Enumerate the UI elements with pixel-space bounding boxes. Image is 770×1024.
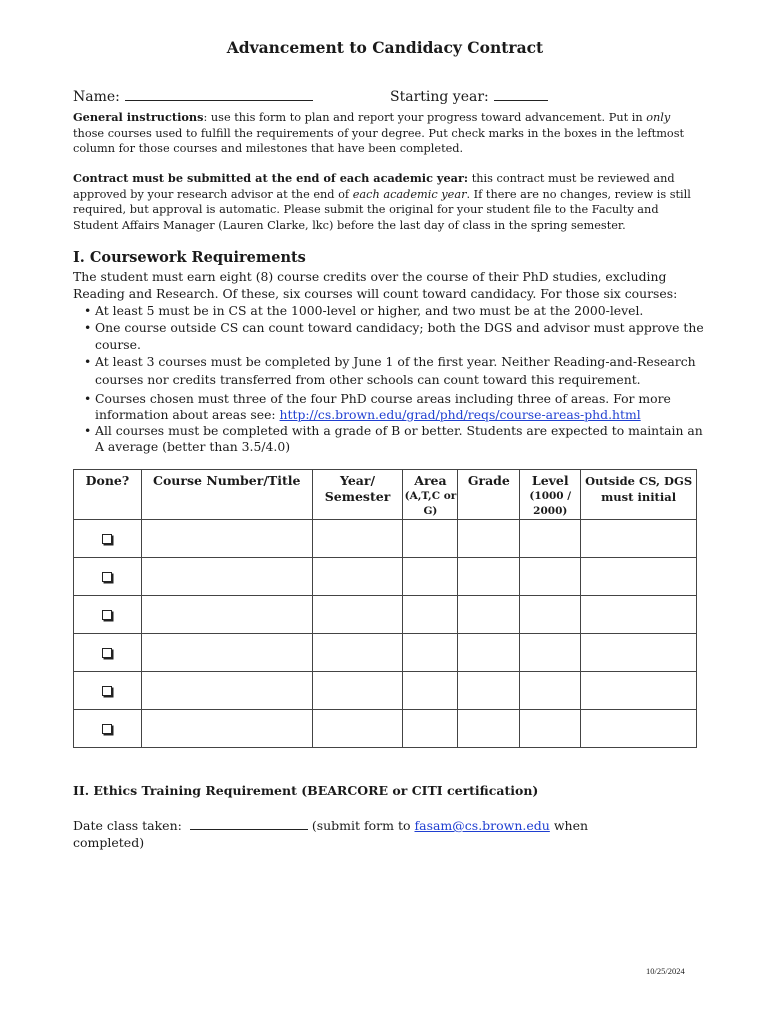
header-area-label: Area: [414, 473, 447, 488]
level-cell[interactable]: [520, 558, 581, 596]
ethics-date-row: [73, 817, 593, 851]
contract-text-part2: . If there are no changes, review is still required, but approval is automatic. Please submit the original for your student file to the Faculty and Student Affairs Manager (Lauren Clarke, lkc) before the last day of class in the spring semester.: [73, 187, 691, 232]
header-level: [520, 470, 581, 520]
level-cell[interactable]: [520, 520, 581, 558]
bullet-item: • All courses must be completed with a grade of B or better. Students are expected to maintain an A average (better than 3.5/4.0): [84, 423, 703, 454]
table-header-row: [74, 470, 697, 520]
coursework-heading: I. Coursework Requirements: [73, 249, 306, 266]
name-label: Name:: [73, 89, 120, 105]
outside-cell[interactable]: [581, 558, 697, 596]
area-cell[interactable]: [403, 558, 458, 596]
done-cell: [74, 520, 142, 558]
bullet-item: • Courses chosen must three of the four PhD course areas including three of areas. For more information about areas see: http://cs.brown.edu/grad/phd/reqs/course-areas-phd.html: [84, 391, 671, 422]
area-cell[interactable]: [403, 710, 458, 748]
grade-cell[interactable]: [458, 520, 520, 558]
page-title: Advancement to Candidacy Contract: [226, 38, 544, 57]
bullet-text: All courses must be completed with a grade of B or better. Students are expected to maintain an A average (better than 3.5/4.0): [95, 423, 703, 454]
grade-cell[interactable]: [458, 558, 520, 596]
general-instructions: [73, 110, 703, 157]
header-outside: Outside CS, DGS must initial: [581, 470, 697, 520]
course-cell[interactable]: [141, 634, 312, 672]
coursework-body: [73, 268, 713, 454]
done-cell: [74, 634, 142, 672]
done-cell: [74, 558, 142, 596]
done-cell: [74, 710, 142, 748]
contract-instructions: [73, 171, 703, 233]
starting-year-row: [390, 86, 548, 105]
level-cell[interactable]: [520, 596, 581, 634]
bullet-item: • At least 5 must be in CS at the 1000-level or higher, and two must be at the 2000-level.: [84, 303, 644, 318]
name-input-line[interactable]: [125, 88, 313, 101]
contract-instructions-label: Contract must be submitted at the end of each academic year:: [73, 171, 469, 185]
grade-cell[interactable]: [458, 672, 520, 710]
email-link[interactable]: fasam@cs.brown.edu: [414, 818, 550, 833]
bullet-text: At least 5 must be in CS at the 1000-level or higher, and two must be at the 2000-level.: [95, 303, 644, 318]
header-grade: Grade: [458, 470, 520, 520]
starting-year-input-line[interactable]: [494, 88, 548, 101]
course-areas-link[interactable]: http://cs.brown.edu/grad/phd/reqs/course-areas-phd.html: [279, 406, 641, 422]
done-cell: [74, 596, 142, 634]
outside-cell[interactable]: [581, 520, 697, 558]
header-level-label: Level: [531, 473, 569, 488]
bullet-item: • At least 3 courses must be completed by June 1 of the first year. Neither Reading-and-Research courses nor credits transferred from other schools can count toward this requirement.: [84, 354, 696, 387]
area-cell[interactable]: [403, 520, 458, 558]
table-row: [74, 596, 697, 634]
course-cell[interactable]: [141, 558, 312, 596]
name-field-row: [73, 86, 313, 105]
bullet-text: Courses chosen must three of the four PhD course areas including three of areas. For more information about areas see:: [95, 391, 671, 422]
course-table: [73, 469, 697, 748]
table-row: [74, 634, 697, 672]
contract-text-italic: each academic year: [352, 187, 467, 201]
year-cell[interactable]: [312, 672, 403, 710]
checkbox-icon[interactable]: [102, 610, 112, 620]
header-area: [403, 470, 458, 520]
grade-cell[interactable]: [458, 596, 520, 634]
bullet-text: One course outside CS can count toward candidacy; both the DGS and advisor must approve the course.: [95, 320, 704, 352]
checkbox-icon[interactable]: [102, 724, 112, 734]
contract-text-part1: this contract must be reviewed and approved by your research advisor at the end of: [73, 172, 675, 201]
area-cell[interactable]: [403, 596, 458, 634]
year-cell[interactable]: [312, 634, 403, 672]
date-taken-input-line[interactable]: [190, 818, 308, 830]
table-row: [74, 710, 697, 748]
coursework-bullet-list: [73, 302, 713, 454]
submit-text: (submit form to: [311, 818, 415, 833]
year-cell[interactable]: [312, 596, 403, 634]
year-cell[interactable]: [312, 710, 403, 748]
table-row: [74, 672, 697, 710]
level-cell[interactable]: [520, 634, 581, 672]
checkbox-icon[interactable]: [102, 572, 112, 582]
after-text: when completed): [73, 818, 589, 850]
course-cell[interactable]: [141, 596, 312, 634]
table-row: [74, 520, 697, 558]
course-cell[interactable]: [141, 672, 312, 710]
header-year: Year/ Semester: [312, 470, 403, 520]
outside-cell[interactable]: [581, 710, 697, 748]
year-cell[interactable]: [312, 520, 403, 558]
table-row: [74, 558, 697, 596]
general-instructions-label: General instructions: [73, 110, 204, 124]
ethics-heading: II. Ethics Training Requirement (BEARCORE or CITI certification): [73, 783, 539, 798]
date-taken-label: Date class taken:: [73, 818, 182, 833]
grade-cell[interactable]: [458, 710, 520, 748]
general-text-italic: only: [646, 111, 671, 124]
course-cell[interactable]: [141, 710, 312, 748]
checkbox-icon[interactable]: [102, 686, 112, 696]
grade-cell[interactable]: [458, 634, 520, 672]
starting-year-label: Starting year:: [390, 89, 489, 105]
footer-date: 10/25/2024: [646, 966, 685, 976]
year-cell[interactable]: [312, 558, 403, 596]
done-cell: [74, 672, 142, 710]
course-cell[interactable]: [141, 520, 312, 558]
header-course: Course Number/Title: [141, 470, 312, 520]
outside-cell[interactable]: [581, 634, 697, 672]
area-cell[interactable]: [403, 634, 458, 672]
coursework-intro: The student must earn eight (8) course credits over the course of their PhD studies, excluding Reading and Research. Of these, six courses will count toward candidacy. For those six courses:: [73, 269, 678, 301]
bullet-text: At least 3 courses must be completed by June 1 of the first year. Neither Reading-and-Research courses nor credits transferred from other schools can count toward this requirement.: [95, 354, 696, 387]
checkbox-icon[interactable]: [102, 648, 112, 658]
course-rows: [74, 520, 697, 748]
header-area-sub: (A,T,C or G): [404, 490, 457, 517]
checkbox-icon[interactable]: [102, 534, 112, 544]
area-cell[interactable]: [403, 672, 458, 710]
header-level-sub: (1000 / 2000): [529, 490, 572, 517]
level-cell[interactable]: [520, 672, 581, 710]
header-done: Done?: [74, 470, 142, 520]
general-text-part1: : use this form to plan and report your progress toward advancement. Put in: [203, 111, 647, 124]
outside-cell[interactable]: [581, 596, 697, 634]
level-cell[interactable]: [520, 710, 581, 748]
outside-cell[interactable]: [581, 672, 697, 710]
bullet-item: • One course outside CS can count toward candidacy; both the DGS and advisor must approve the course.: [84, 320, 704, 352]
general-text-part2: those courses used to fulfill the requirements of your degree. Put check marks in the boxes in the leftmost column for those courses and milestones that have been completed.: [73, 126, 685, 155]
